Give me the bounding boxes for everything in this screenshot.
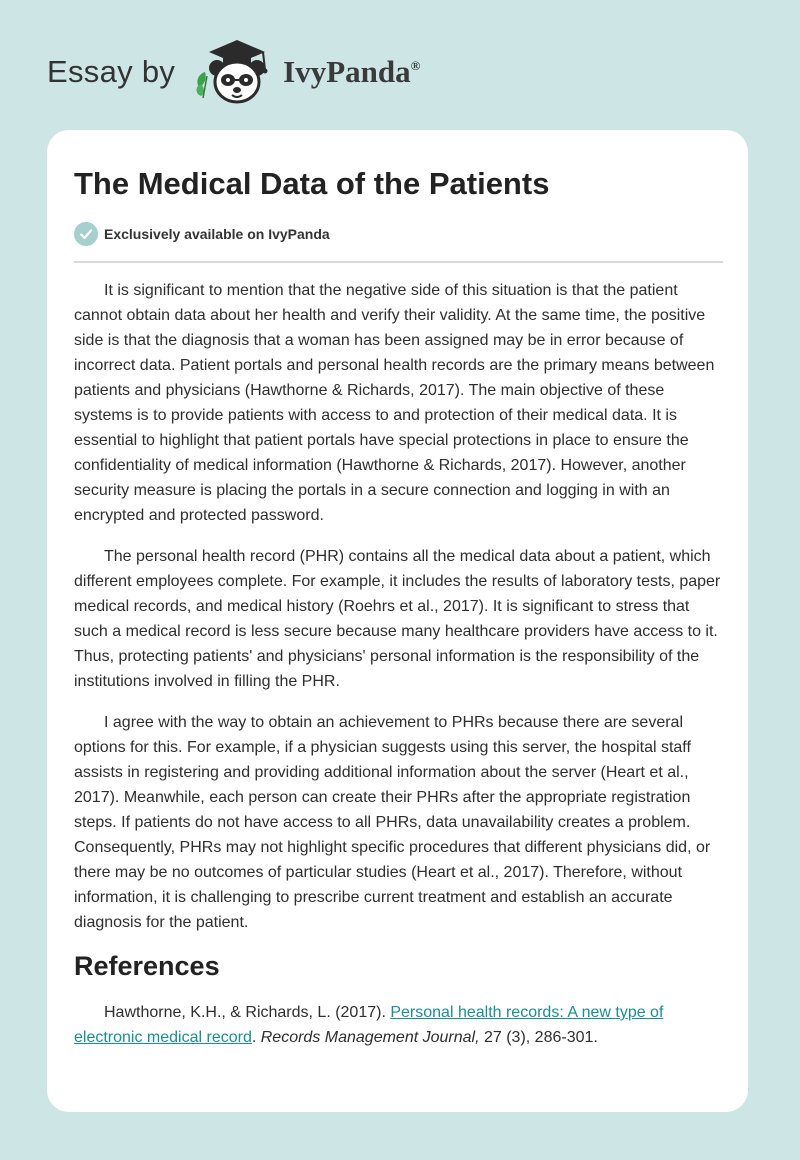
- registered-mark: ®: [410, 58, 421, 73]
- brand-name[interactable]: [283, 54, 420, 90]
- reference-separator: .: [251, 1029, 261, 1046]
- page-title: The Medical Data of the Patients: [74, 166, 550, 201]
- reference-authors: Hawthorne, K.H., & Richards, L. (2017).: [104, 1004, 391, 1021]
- exclusive-badge-text: Exclusively available on IvyPanda: [104, 226, 330, 242]
- reference-link[interactable]: Personal health records: A new type of electronic medical record: [74, 1004, 664, 1046]
- reference-journal: Records Management Journal,: [260, 1029, 480, 1046]
- paragraph: I agree with the way to obtain an achievement to PHRs because there are several options for this. For example, if a physician suggests using this server, the hospital staff assists in registering and providing additional information about the server (Heart et al., 2017). Meanwhile, each person can create their PHRs after the appropriate registration steps. If patients do not have access to all PHRs, data unavailability creates a problem. Consequently, PHRs may not highlight specific procedures that different physicians did, or there may be no outcomes of particular studies (Heart et al., 2017). Therefore, without information, it is challenging to prescribe current treatment and establish an accurate diagnosis for the patient.: [74, 714, 711, 931]
- essay-card: [47, 130, 748, 1112]
- paragraph: The personal health record (PHR) contains all the medical data about a patient, which different employees complete. For example, it includes the results of laboratory tests, paper medical records, and medical history (Roehrs et al., 2017). It is significant to stress that such a medical record is less secure because many healthcare providers have access to it. Thus, protecting patients' and physicians' personal information is the responsibility of the institutions involved in filling the PHR.: [74, 548, 721, 690]
- reference-details: 27 (3), 286-301.: [479, 1029, 598, 1046]
- brand-prefix: Essay by: [47, 54, 176, 89]
- exclusive-badge: [74, 222, 330, 246]
- reference-item: [74, 1000, 723, 1050]
- title-divider: [74, 261, 723, 263]
- panda-graduate-logo-icon[interactable]: [189, 36, 285, 108]
- essay-body: [74, 278, 723, 1066]
- check-circle-icon: [74, 222, 98, 246]
- brand-name-text: IvyPanda: [283, 54, 411, 89]
- references-heading: References: [74, 951, 220, 981]
- paragraph: It is significant to mention that the negative side of this situation is that the patient cannot obtain data about her health and verify their validity. At the same time, the positive side is that the diagnosis that a woman has been assigned may be in error because of incorrect data. Patient portals and personal health records are the primary means between patients and physicians (Hawthorne & Richards, 2017). The main objective of these systems is to provide patients with access to and protection of their medical data. It is essential to highlight that patient portals have special protections in place to ensure the confidentiality of medical information (Hawthorne & Richards, 2017). However, another security measure is placing the portals in a secure connection and logging in with an encrypted and protected password.: [74, 282, 715, 524]
- brand-header: [47, 36, 420, 108]
